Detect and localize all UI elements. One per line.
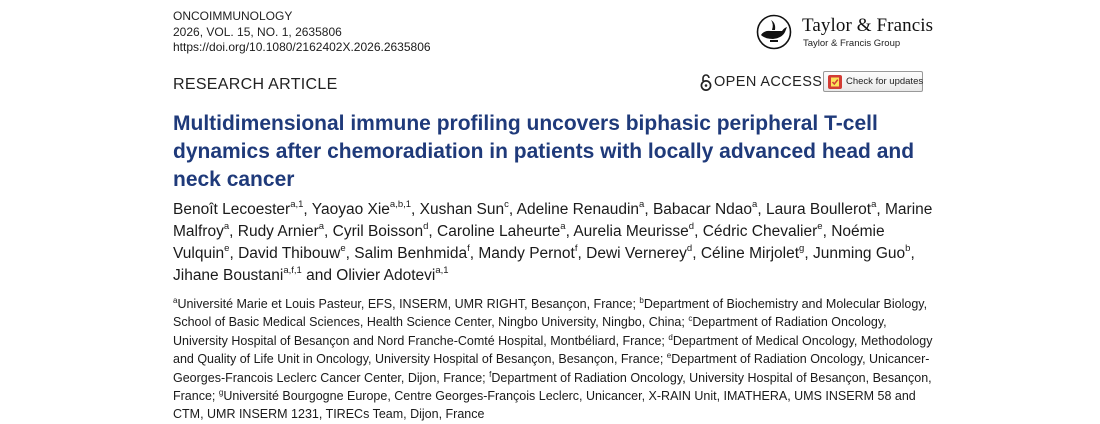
author-affiliation-marker[interactable]: e [817, 220, 823, 232]
author-list: Benoît Lecoester$^{a,1}$, Yaoyao Xie$^{a,b,1}$, Xushan Sun$^c$, Adeline Renaudin$^a$, Babacar Ndao$^a$, Laura Boullerot$^a$, Marine Malfroy$^a$, Rudy Arnier$^a$, Cyril Boisson$^d$, Caroline Laheurte$^a$, Aurelia Meurisse$^d$, Cédric Chevalier$^e$, Noémie Vulquin$^e$, David Thibouw$^e$, Salim Benhmida$^f$, Mandy Pernot$^f$, Dewi Vernerey$^d$, Céline Mirjolet$^g$, Junming Guo$^b$, Jihane Boustani$^{a,f,1}$ and Olivier Adotevi$^{a,1}$ [173, 198, 933, 284]
author-name[interactable]: Cédric Chevalier [702, 223, 818, 240]
author-name[interactable]: Yaoyao Xie [311, 201, 390, 218]
author-affiliation-marker[interactable]: a,f,1 [283, 264, 302, 276]
open-lock-icon [700, 73, 712, 92]
author-name[interactable]: Noémie Vulquin [173, 223, 885, 262]
affiliation-text: Université Marie et Louis Pasteur, EFS, INSERM, UMR RIGHT, Besançon, France; [177, 297, 636, 311]
affiliation-marker: f [489, 369, 492, 379]
publisher-name: Taylor & Francis [802, 15, 934, 36]
check-updates-button[interactable] [823, 71, 923, 92]
author-name[interactable]: Rudy Arnier [237, 223, 319, 240]
check-updates-label: Check for updates [846, 76, 924, 87]
author-affiliation-marker[interactable]: c [504, 198, 509, 210]
author-name[interactable]: Babacar Ndao [652, 201, 753, 218]
publisher-group: Taylor & Francis Group [803, 38, 901, 49]
affiliation-text: Department of Radiation Oncology, University Hospital of Besançon and Nord Franche-Comté Hospital, Montbéliard, France; [173, 315, 887, 348]
author-name[interactable]: Laura Boullerot [765, 201, 872, 218]
author-affiliation-marker[interactable]: a,b,1 [389, 198, 412, 210]
author-name[interactable]: Cyril Boisson [332, 223, 424, 240]
author-affiliation-marker[interactable]: f [467, 242, 470, 254]
author-affiliation-marker[interactable]: a [318, 220, 325, 232]
affiliation-text: Department of Radiation Oncology, University Hospital of Besançon, Besançon, France; [173, 370, 932, 404]
affiliation-marker: e [666, 351, 672, 361]
author-affiliation-marker[interactable]: e [340, 242, 346, 254]
affiliation-marker: g [218, 387, 224, 397]
author-affiliation-marker[interactable]: e [224, 242, 230, 254]
affiliation-text: Department of Biochemistry and Molecular Biology, School of Basic Medical Sciences, Health Science Center, Ningbo University, Ningbo, China; [173, 297, 928, 330]
author-affiliation-marker[interactable]: a [752, 198, 758, 210]
author-name[interactable]: Céline Mirjolet [700, 245, 800, 262]
affiliation-text: Université Bourgogne Europe, Centre Georges-François Leclerc, Unicancer, X-RAIN Unit, IMATHERA, UMS INSERM 58 and CTM, UMR INSERM 1231, TIRECs Team, Dijon, France [173, 389, 916, 422]
author-affiliation-marker[interactable]: b [905, 242, 911, 254]
publisher-logo[interactable] [754, 12, 934, 52]
author-name[interactable]: Marine Malfroy [173, 201, 933, 240]
author-name[interactable]: Mandy Pernot [478, 245, 575, 262]
affiliation-marker: b [639, 295, 644, 305]
article-title: Multidimensional immune profiling uncovers biphasic peripheral T-cell dynamics after chemoradiation in patients with locally advanced head and neck cancer [173, 112, 915, 191]
author-affiliation-marker[interactable]: a [639, 198, 645, 210]
journal-citation: 2026, VOL. 15, NO. 1, 2635806 [173, 24, 342, 39]
author-affiliation-marker[interactable]: a,1 [290, 198, 304, 210]
author-name[interactable]: Dewi Vernerey [586, 245, 687, 262]
author-affiliation-marker[interactable]: g [799, 242, 805, 254]
check-updates-icon [828, 75, 842, 89]
author-affiliation-marker[interactable]: f [574, 242, 578, 254]
affiliations [173, 295, 933, 424]
journal-name: ONCOIMMUNOLOGY [173, 9, 293, 23]
journal-info [173, 9, 431, 56]
affiliation-text: Department of Radiation Oncology, Unicancer-Georges-Francois Leclerc Cancer Center, Dijon, France; [173, 352, 930, 385]
doi-link[interactable]: https://doi.org/10.1080/2162402X.2026.2635806 [173, 40, 431, 54]
author-name[interactable]: Salim Benhmida [354, 245, 468, 262]
author-name[interactable]: David Thibouw [238, 245, 341, 262]
article-type: RESEARCH ARTICLE [173, 76, 338, 93]
affiliation-text: Department of Medical Oncology, Methodology and Quality of Life Unit in Oncology, University Hospital of Besançon, Besançon, France; [173, 333, 933, 367]
author-affiliation-marker[interactable]: a,1 [435, 264, 449, 276]
author-affiliation-marker[interactable]: d [688, 220, 695, 232]
affiliation-marker: c [688, 314, 693, 324]
affiliation-marker: d [668, 332, 673, 342]
author-name[interactable]: Aurelia Meurisse [573, 223, 689, 240]
author-name[interactable]: Junming Guo [812, 245, 906, 262]
author-affiliation-marker[interactable]: a [560, 220, 566, 232]
author-name[interactable]: Olivier Adotevi [336, 267, 436, 284]
author-affiliation-marker[interactable]: a [223, 220, 230, 232]
open-access-label: OPEN ACCESS [714, 74, 823, 90]
author-name[interactable]: Xushan Sun [419, 201, 505, 218]
author-affiliation-marker[interactable]: a [871, 198, 877, 210]
author-affiliation-marker[interactable]: d [686, 242, 693, 254]
oil-lamp-icon [754, 14, 794, 50]
author-name[interactable]: Benoît Lecoester [173, 201, 291, 218]
author-affiliation-marker[interactable]: d [423, 220, 429, 232]
affiliation-marker: a [173, 295, 178, 305]
author-name[interactable]: Caroline Laheurte [437, 223, 561, 240]
author-name[interactable]: Jihane Boustani [173, 267, 284, 284]
author-conjunction: and [301, 267, 337, 284]
author-name[interactable]: Adeline Renaudin [516, 201, 640, 218]
